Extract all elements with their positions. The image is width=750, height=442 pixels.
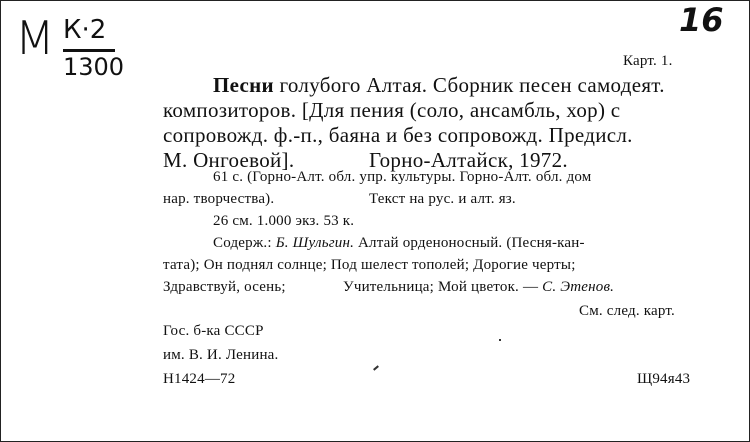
details-line-2-left: нар. творчества). [163,191,275,207]
details-line-2-right: Текст на рус. и алт. яз. [369,191,516,207]
contents-line-1 [213,235,585,252]
contents-label: Содерж.: [213,235,272,251]
code-right: Щ94я43 [637,371,691,387]
title-line-4-right: Горно-Алтайск, 1972. [369,148,568,172]
contents-line-1-rest: Алтай орденоносный. (Песня-кан- [358,235,585,251]
handwritten-card-number: 16 [679,1,724,39]
library-line-1: Гос. б-ка СССР [163,323,264,339]
ink-speck [499,339,501,341]
card-label: Карт. 1. [623,53,673,69]
title-line-1 [213,73,665,98]
code-left: Н1424—72 [163,371,236,387]
title-line-1-rest: голубого Алтая. Сборник песен самодеят. [279,73,665,97]
contents-author-2: С. Этенов. [542,279,615,295]
ink-speck [373,365,379,370]
details-line-3: 26 см. 1.000 экз. 53 к. [213,213,355,229]
handwritten-divider-line [63,49,115,52]
handwritten-shelf-code: К·2 [63,15,107,45]
handwritten-shelf-number: 1300 [63,53,125,81]
contents-line-2: тата); Он поднял солнце; Под шелест тополей; Дорогие черты; [163,257,576,273]
library-line-2: им. В. И. Ленина. [163,347,279,363]
handwritten-shelf-letter: М [15,11,54,65]
details-line-1: 61 с. (Горно-Алт. обл. упр. культуры. Горно-Алт. обл. дом [213,169,592,185]
title-first-word: Песни [213,73,274,97]
contents-line-3-mid: Учительница; Мой цветок. — [343,279,539,295]
title-line-3: сопровожд. ф.-п., баяна и без сопровожд. Предисл. [163,123,633,147]
contents-line-3-right [343,279,614,296]
contents-author-1: Б. Шульгин. [275,235,355,251]
contents-line-3-left: Здравствуй, осень; [163,279,286,295]
title-line-4-left: М. Онгоевой]. [163,148,295,172]
title-line-2: композиторов. [Для пения (соло, ансамбль, хор) с [163,98,621,122]
see-next-card: См. след. карт. [579,303,675,319]
